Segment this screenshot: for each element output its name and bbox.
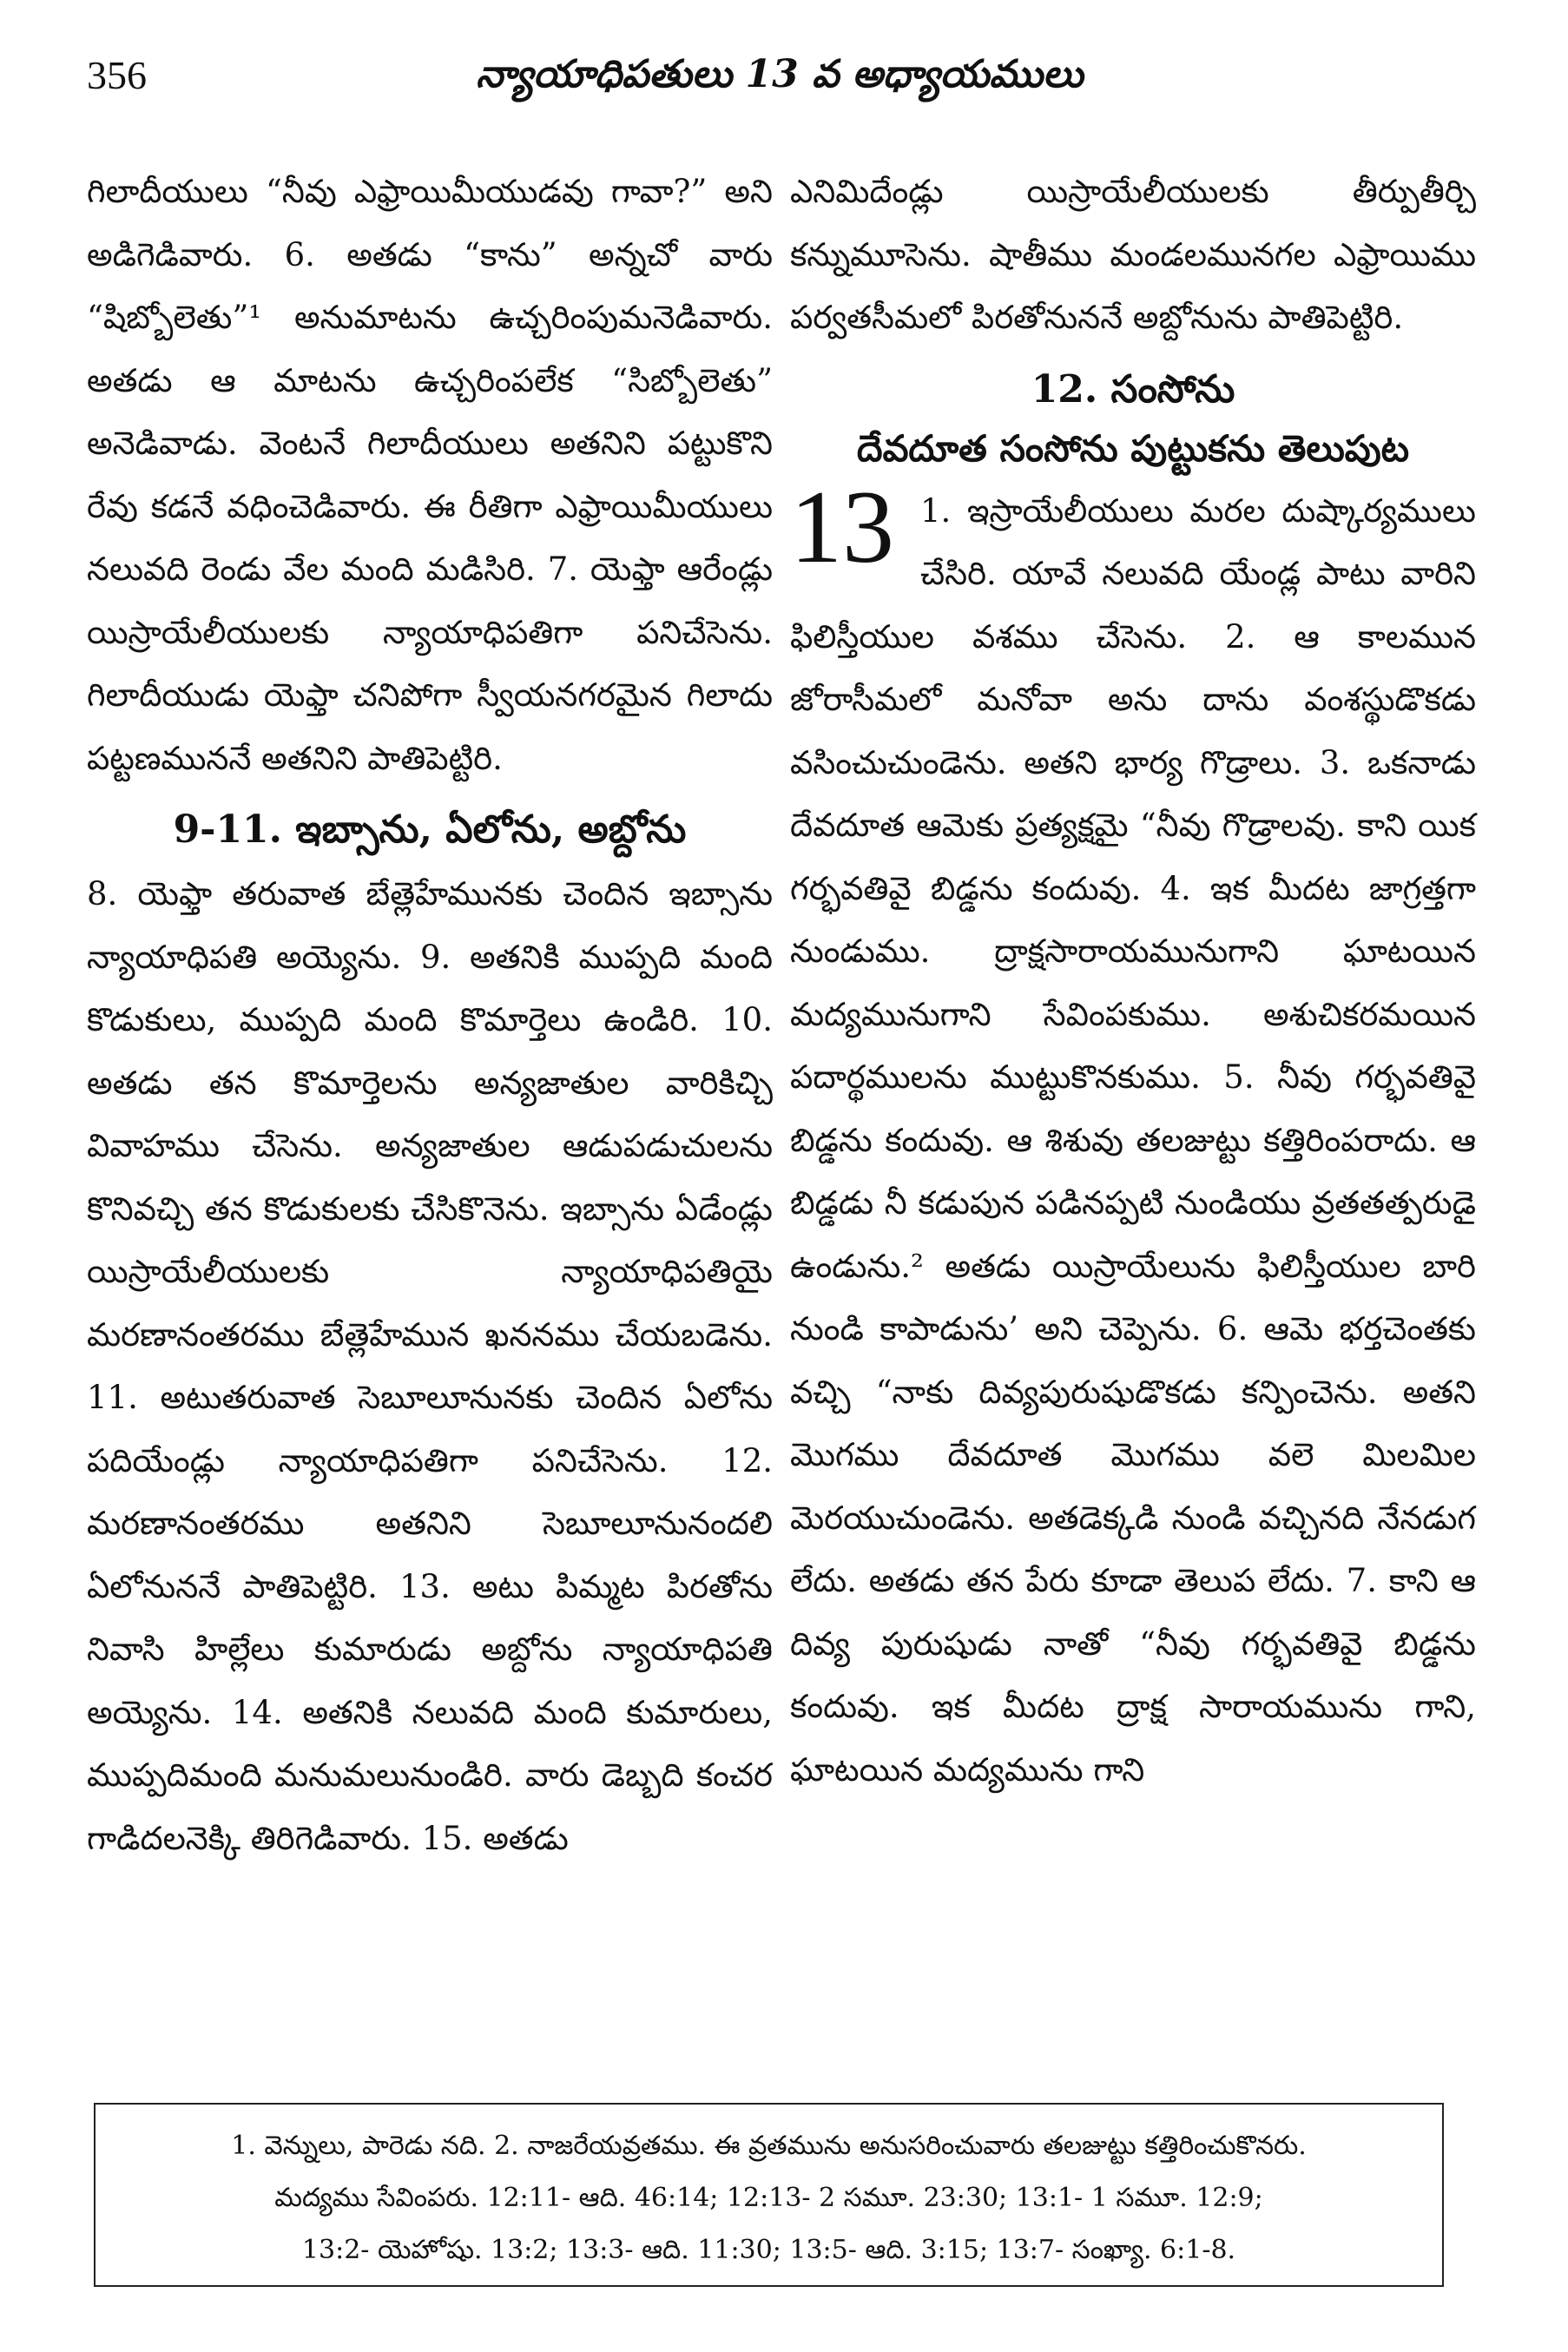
footnote-line: 1. వెన్నులు, పారెడు నది. 2. నాజరేయవ్రతము. ఈ వ్రతమును అనుసరించువారు తలజుట్టు కత్తిరించుకొనరు. (231, 2131, 1307, 2161)
footnote-line: మద్యము సేవింపరు. 12:11- ఆది. 46:14; 12:13- 2 సమూ. 23:30; 13:1- 1 సమూ. 12:9; (274, 2183, 1263, 2213)
section-heading: 9-11. ఇబ్సాను, ఏలోను, అబ్దోను (173, 807, 687, 852)
footnotes-box (94, 2103, 1444, 2287)
left-column (87, 161, 773, 1870)
page-number: 356 (87, 53, 147, 97)
paragraph: ఎనిమిదేండ్లు యిస్రాయేలీయులకు తీర్పుతీర్చి కన్నుమూసెను. షాతీము మండలమునగల ఎఫ్రాయిము పర్వతసీమలో పిరతోనుననే అబ్దోనును పాతిపెట్టిరి. (790, 173, 1476, 336)
section-heading: 12. సంసోను (1031, 366, 1235, 412)
chapter-number: 13 (790, 468, 894, 584)
section-subheading: దేవదూత సంసోను పుట్టుకను తెలుపుట (856, 426, 1410, 470)
footnote-line: 13:2- యెహోషు. 13:2; 13:3- ఆది. 11:30; 13:5- ఆది. 3:15; 13:7- సంఖ్యా. 6:1-8. (301, 2235, 1236, 2265)
right-column (790, 161, 1476, 1802)
paragraph: 8. యెఫ్తా తరువాత బేత్లెహేమునకు చెందిన ఇబ్సాను న్యాయాధిపతి అయ్యెను. 9. అతనికి ముప్పది మంది కొడుకులు, ముప్పది మంది కొమార్తెలు ఉండిరి. 10. అతడు తన కొమార్తెలను అన్యజాతుల వారికిచ్చి వివాహము చేసెను. అన్యజాతుల ఆడుపడుచులను కొనివచ్చి తన కొడుకులకు చేసికొనెను. ఇబ్సాను ఏడేండ్లు యిస్రాయేలీయులకు న్యాయాధిపతియై మరణానంతరము బేత్లెహేమున ఖననము చేయబడెను. 11. అటుతరువాత సెబూలూనునకు చెందిన ఏలోను పదియేండ్లు న్యాయాధిపతిగా పనిచేసెను. 12. మరణానంతరము అతనిని సెబూలూనునందలి ఏలోనుననే పాతిపెట్టిరి. 13. అటు పిమ్మట పిరతోను నివాసి హిల్లేలు కుమారుడు అబ్దోను న్యాయాధిపతి అయ్యెను. 14. అతనికి నలువది మంది కుమారులు, ముప్పదిమంది మనుమలునుండిరి. వారు డెబ్బది కంచర గాడిదలనెక్కి తిరిగెడివారు. 15. అతడు (87, 875, 773, 1857)
running-title: న్యాయాధిపతులు 13 వ అధ్యాయములు (476, 52, 1084, 96)
page-header (87, 52, 1472, 113)
paragraph: గిలాదీయులు “నీవు ఎఫ్రాయిమీయుడవు గావా?” అని అడిగెడివారు. 6. అతడు “కాను” అన్నచో వారు “షిబ్బోలెతు”¹ అనుమాటను ఉచ్చరింపుమనెడివారు. అతడు ఆ మాటను ఉచ్చరింపలేక “సిబ్బోలెతు” అనెడివాడు. వెంటనే గిలాదీయులు అతనిని పట్టుకొని రేవు కడనే వధించెడివారు. ఈ రీతిగా ఎఫ్రాయిమీయులు నలువది రెండు వేల మంది మడిసిరి. 7. యెఫ్తా ఆరేండ్లు యిస్రాయేలీయులకు న్యాయాధిపతిగా పనిచేసెను. గిలాదీయుడు యెఫ్తా చనిపోగా స్వీయనగరమైన గిలాదు పట్టణముననే అతనిని పాతిపెట్టిరి. (87, 173, 773, 777)
paragraph: 1. ఇస్రాయేలీయులు మరల దుష్కార్యములు చేసిరి. యావే నలువది యేండ్ల పాటు వారిని ఫిలిస్తీయుల వశము చేసెను. 2. ఆ కాలమున జోరాసీమలో మనోవా అను దాను వంశస్థుడొకడు వసించుచుండెను. అతని భార్య గొడ్రాలు. 3. ఒకనాడు దేవదూత ఆమెకు ప్రత్యక్షమై “నీవు గొడ్రాలవు. కాని యిక గర్భవతివై బిడ్డను కందువు. 4. ఇక మీదట జాగ్రత్తగా నుండుము. ద్రాక్షసారాయమునుగాని ఘాటయిన మద్యమునుగాని సేవింపకుము. అశుచికరమయిన పదార్థములను ముట్టుకొనకుము. 5. నీవు గర్భవతివై బిడ్డను కందువు. ఆ శిశువు తలజుట్టు కత్తిరింపరాదు. ఆ బిడ్డడు నీ కడుపున పడినప్పటి నుండియు వ్రతతత్పరుడై ఉండును.² అతడు యిస్రాయేలును ఫిలిస్తీయుల బారి నుండి కాపాడును’ అని చెప్పెను. 6. ఆమె భర్తచెంతకు వచ్చి “నాకు దివ్యపురుషుడొకడు కన్పించెను. అతని మొగము దేవదూత మొగము వలె మిలమిల మెరయుచుండెను. అతడెక్కడి నుండి వచ్చినది నేనడుగ లేదు. అతడు తన పేరు కూడా తెలుప లేదు. 7. కాని ఆ దివ్య పురుషుడు నాతో “నీవు గర్భవతివై బిడ్డను కందువు. ఇక మీదట ద్రాక్ష సారాయమును గాని, ఘాటయిన మద్యమును గాని (790, 491, 1476, 1789)
